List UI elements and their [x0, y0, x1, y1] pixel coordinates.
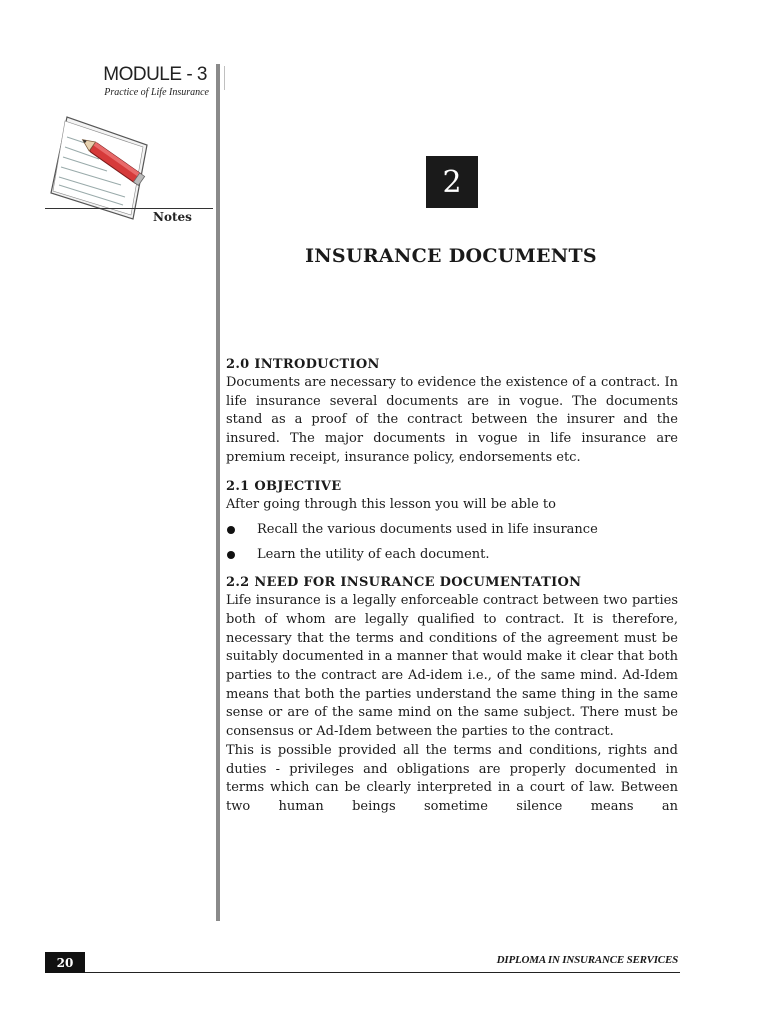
margin-divider [216, 64, 220, 921]
section-heading: 2.0 INTRODUCTION [226, 357, 380, 372]
main-content [226, 356, 678, 827]
paragraph: This is possible provided all the terms and conditions, rights and duties - privileges and obligations are properly documented in terms which can be clearly interpreted in a court of law. Between two human beings sometime silence means an [226, 742, 678, 814]
chapter-title: INSURANCE DOCUMENTS [305, 245, 597, 267]
section-introduction [226, 356, 678, 468]
objective-list [226, 521, 678, 564]
list-item-text: Recall the various documents used in life insurance [257, 522, 598, 538]
paragraph: Life insurance is a legally enforceable contract between two parties both of whom are legally qualified to contract. It is therefore, necessary that the terms and conditions of the agreement must be suitably documented in a manner that would make it clear that both parties to the contract are Ad-idem i.e., of the same mind. Ad-Idem means that both the parties understand the same thing in the same sense or are of the same mind on the same subject. There must be consensus or Ad-Idem between the parties to the contract. [226, 593, 678, 740]
bullet-icon [227, 526, 235, 534]
notes-label: Notes [153, 210, 192, 224]
section-heading: 2.1 OBJECTIVE [226, 478, 342, 494]
list-item-text: Learn the utility of each document. [257, 547, 490, 563]
margin-divider-thin [224, 66, 225, 90]
section-heading: 2.2 NEED FOR INSURANCE DOCUMENTATION [226, 575, 582, 591]
course-title: DIPLOMA IN INSURANCE SERVICES [496, 954, 678, 966]
list-item [226, 546, 678, 564]
section-need [226, 574, 678, 816]
paragraph: After going through this lesson you will be able to [226, 496, 556, 512]
page-number: 20 [45, 952, 85, 973]
notes-rule [45, 208, 213, 209]
module-subtitle: Practice of Life Insurance [104, 87, 209, 98]
margin-header [40, 60, 215, 230]
footer-rule [85, 972, 680, 973]
bullet-icon [227, 551, 235, 559]
chapter-number: 2 [426, 156, 478, 208]
section-objective [226, 478, 678, 565]
list-item [226, 521, 678, 539]
paragraph: Documents are necessary to evidence the existence of a contract. In life insurance several documents are in vogue. The documents stand as a proof of the contract between the insurer and the insured. The major documents in vogue in life insurance are premium receipt, insurance policy, endorsements etc. [226, 375, 678, 465]
module-title: MODULE - 3 [103, 64, 207, 85]
